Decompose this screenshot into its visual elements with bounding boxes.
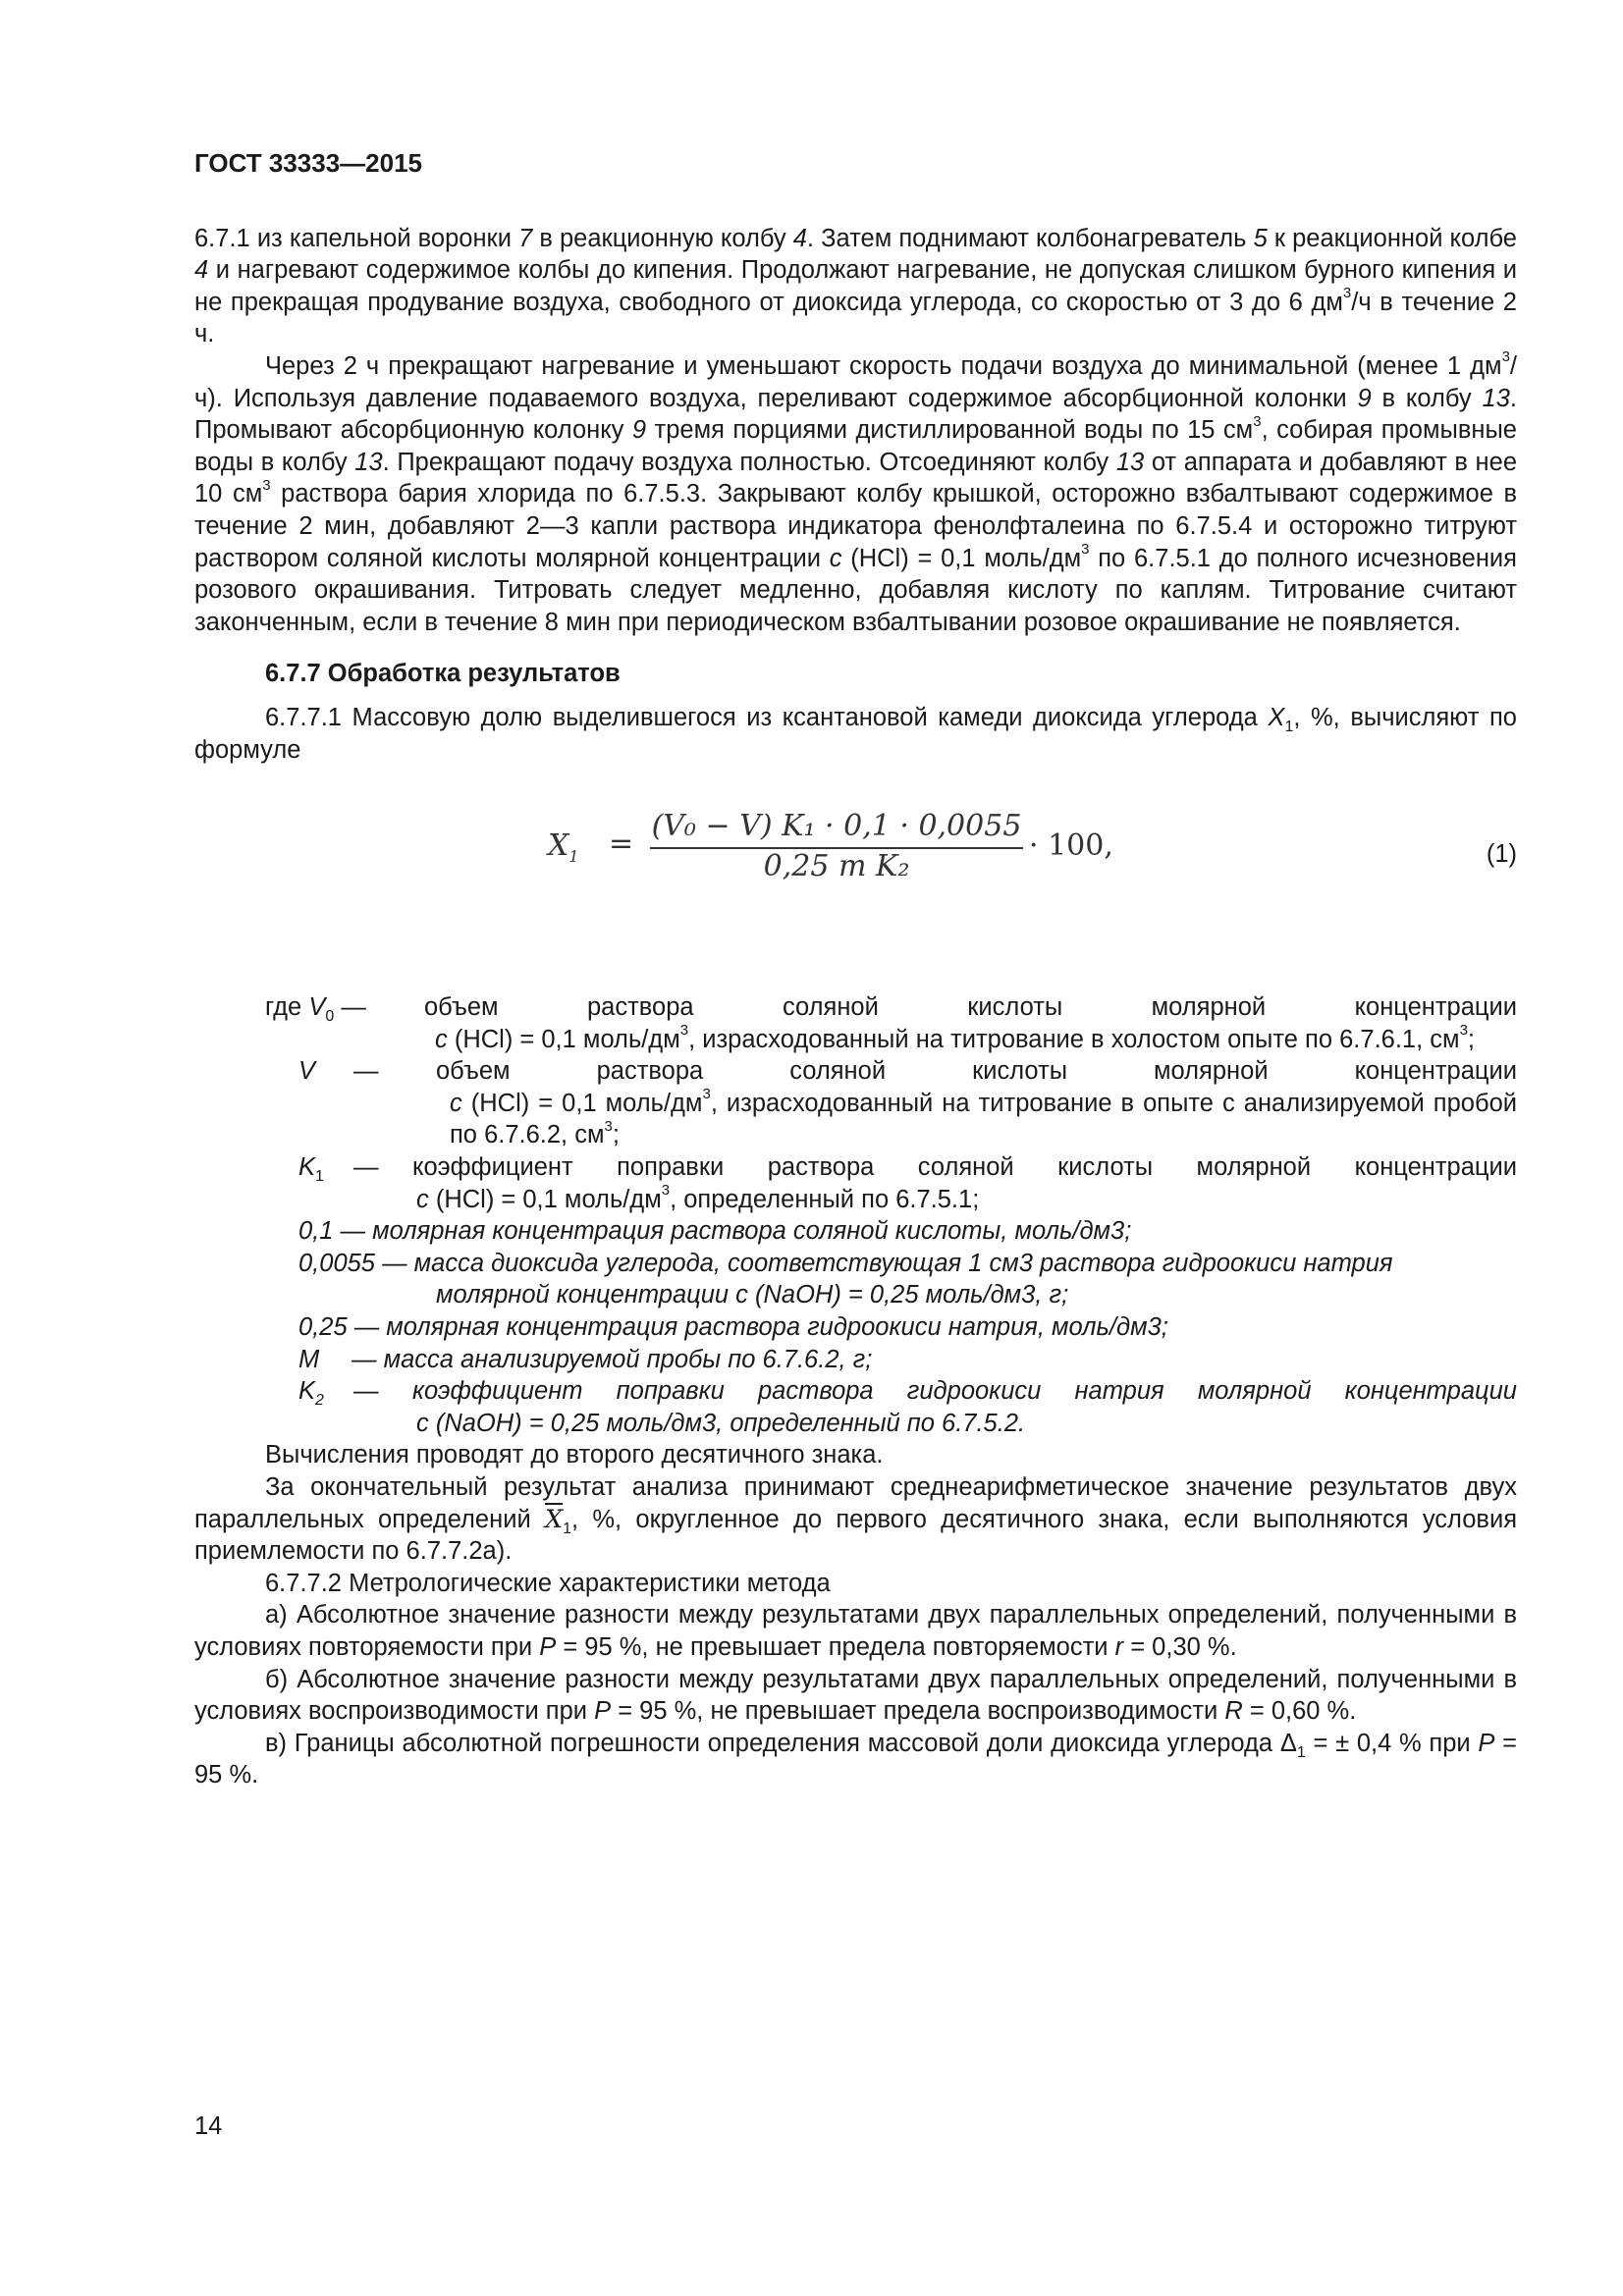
- formula-lhs: $X_1$: [548, 828, 579, 867]
- document-header: ГОСТ 33333—2015: [194, 148, 422, 178]
- formula-fraction: [650, 811, 1023, 882]
- definition-k2: $K_2$ — коэффициент поправки раствора гидроокиси натрия молярной концентрации: [298, 1377, 1517, 1410]
- paragraph-calc-precision: Вычисления проводят до второго десятичного знака.: [265, 1441, 884, 1469]
- formula-numerator: (V₀ − V) K₁ · 0,1 · 0,0055: [650, 811, 1023, 849]
- formula-multiplier: · 100,: [1029, 828, 1113, 864]
- formula-1: [194, 783, 1517, 931]
- document-page: [194, 147, 1517, 1791]
- formula-definitions: [194, 991, 1517, 1439]
- definition-k1: $K_1$ — коэффициент поправки раствора соляной кислоты молярной концентрации: [298, 1153, 1517, 1186]
- definition-v0-cont: c (HCl) = 0,1 моль/$дм^3$, израсходованный на титрование в холостом опыте по 6.7.6.1, $см^3$;: [435, 1022, 1475, 1053]
- definition-v0: где $V_0$ — объем раствора соляной кислоты молярной концентрации: [265, 993, 1517, 1026]
- paragraph-final-result: За окончательный результат анализа принимают среднеарифметическое значение результатов двух параллельных определений $\overline{X}_1$, %, округленное до первого десятичного знака, если выполняются условия приемлемости по 6.7.7.2а).: [194, 1473, 1517, 1566]
- definition-0-1: 0,1 — молярная концентрация раствора соляной кислоты, моль/дм3;: [298, 1217, 1132, 1246]
- paragraph-reproducibility: б) Абсолютное значение разности между результатами двух параллельных определений, полученными в условиях воспроизводимости при P = 95 %, не превышает предела воспроизводимости R = 0,60 %.: [194, 1665, 1517, 1726]
- definition-v-cont: c (HCl) = 0,1 моль/$дм^3$, израсходованный на титрование в опыте с анализируемой пробой по 6.7.6.2, $см^3$;: [450, 1086, 1517, 1149]
- definition-0-0055-cont: молярной концентрации с (NaOH) = 0,25 моль/дм3, г;: [436, 1281, 1069, 1309]
- paragraph-6-7-1-continued: 6.7.1 из капельной воронки 7 в реакционную колбу 4. Затем поднимают колбонагреватель 5 к реакционной колбе 4 и нагревают содержимое колбы до кипения. Продолжают нагревание, не допуская слишком бурного кипения и не прекращая продувание воздуха, свободного от диоксида углерода, со скоростью от 3 до 6 $дм^3/ч$ в течение 2 ч.: [194, 224, 1517, 348]
- mean-x-symbol: $\overline{X}$: [544, 1504, 564, 1534]
- section-title: 6.7.7 Обработка результатов: [265, 660, 621, 688]
- page-number: 14: [194, 2112, 223, 2140]
- definition-0-25: 0,25 — молярная концентрация раствора гидроокиси натрия, моль/дм3;: [298, 1313, 1168, 1342]
- formula-equals: =: [609, 827, 634, 862]
- formula-denominator: 0,25 m K₂: [763, 848, 910, 883]
- definition-k2-cont: с (NaOH) = 0,25 моль/дм3, определенный по 6.7.5.2.: [416, 1409, 1026, 1437]
- paragraph-6-7-7-2: 6.7.7.2 Метрологические характеристики метода: [265, 1569, 831, 1597]
- paragraph-repeatability: а) Абсолютное значение разности между результатами двух параллельных определений, полученными в условиях повторяемости при P = 95 %, не превышает предела повторяемости r = 0,30 %.: [194, 1601, 1517, 1661]
- definition-m: M — масса анализируемой пробы по 6.7.6.2, г;: [298, 1345, 873, 1373]
- paragraph-6-7-7-1: 6.7.7.1 Массовую долю выделившегося из ксантановой камеди диоксида углерода $X_1$, %, вычисляют по формуле: [194, 703, 1517, 764]
- definition-k1-cont: c (HCl) = 0,1 моль/$дм^3$, определенный по 6.7.5.1;: [416, 1182, 980, 1213]
- paragraph-titration: Через 2 ч прекращают нагревание и уменьшают скорость подачи воздуха до минимальной (менее 1 $дм^3/ч$). Используя давление подаваемого воздуха, переливают содержимое абсорбционной колонки 9 в колбу 13. Промывают абсорбционную колонку 9 тремя порциями дистиллированной воды по 15 $см^3$, собирая промывные воды в колбу 13. Прекращают подачу воздуха полностью. Отсоединяют колбу 13 от аппарата и добавляют в нее 10 $см^3$ раствора бария хлорида по 6.7.5.3. Закрывают колбу крышкой, осторожно взбалтывают содержимое в течение 2 мин, добавляют 2—3 капли раствора индикатора фенолфталеина по 6.7.5.4 и осторожно титруют раствором соляной кислоты молярной концентрации c (HCl) = 0,1 моль/$дм^3$ по 6.7.5.1 до полного исчезновения розового окрашивания. Титровать следует медленно, добавляя кислоту по каплям. Титрование считают законченным, если в течение 8 мин при периодическом взбалтывании розовое окрашивание не появляется.: [194, 348, 1518, 636]
- formula-number: (1): [1486, 840, 1517, 869]
- paragraph-error-bounds: в) Границы абсолютной погрешности определения массовой доли диоксида углерода $\Delta_1$ = ± 0,4 % при P = 95 %.: [194, 1729, 1517, 1789]
- definition-v: V — объем раствора соляной кислоты молярной концентрации: [298, 1057, 1517, 1086]
- definition-0-0055: 0,0055 — масса диоксида углерода, соответствующая 1 см3 раствора гидроокиси натрия: [298, 1249, 1393, 1277]
